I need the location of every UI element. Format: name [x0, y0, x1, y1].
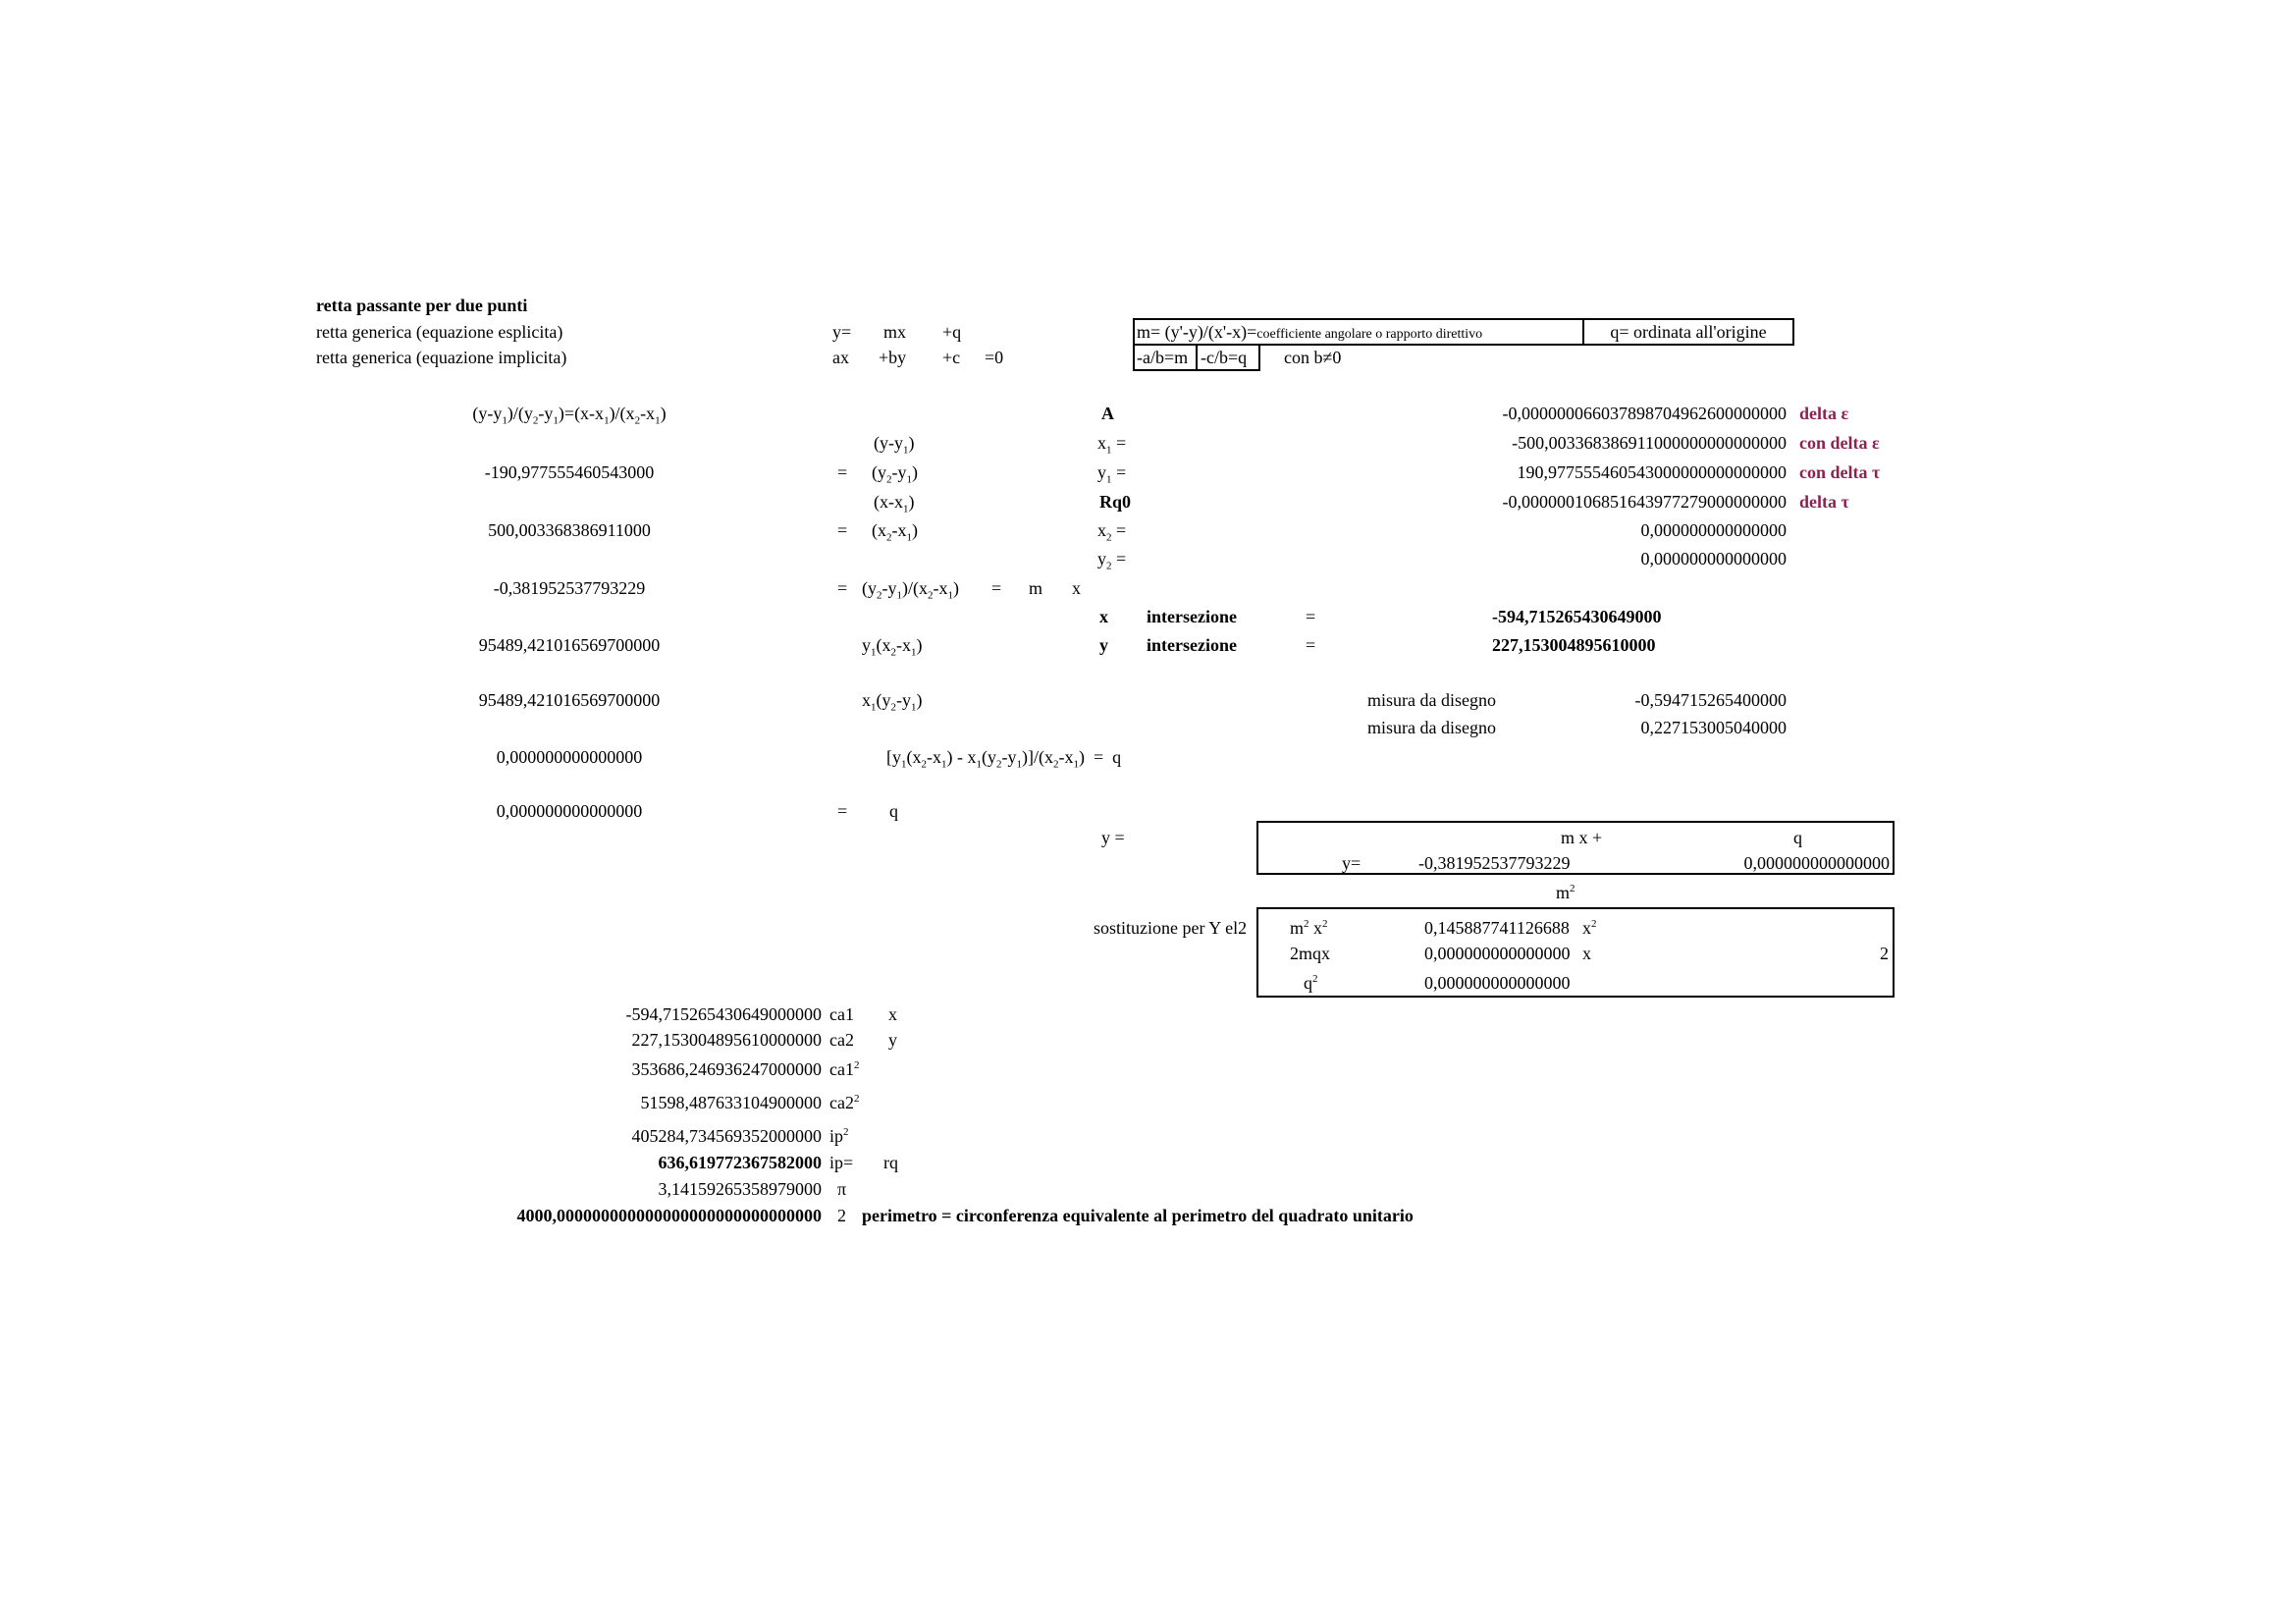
drawing-measure-label: misura da disegno [1367, 690, 1496, 710]
equals-sign: = [837, 520, 848, 540]
rq0-value: -0,000000106851643977279000000000 [1502, 492, 1787, 512]
x2-minus-x1: $(x_2-x_1)$ [872, 520, 918, 544]
2mqx-term: 2mqx [1290, 944, 1331, 963]
x1-value: -500,003368386911000000000000000 [1512, 433, 1787, 453]
equals-sign: = [991, 578, 1002, 598]
x2-label: $x_2$ = [1097, 520, 1127, 544]
explicit-q: +q [942, 322, 962, 342]
bottom-value: 4000,000000000000000000000000000000 [516, 1206, 822, 1225]
x-symbol: x [1072, 578, 1081, 598]
q-formula: $[y_1(x_2-x_1) - x_1(y_2-y_1)]/(x_2-x_1) = q$ [886, 747, 1122, 771]
equals-sign: = [837, 578, 848, 598]
substitution-box [1256, 907, 1895, 998]
implicit-ax: ax [832, 348, 849, 367]
m2x2-term: $m^2$ $x^2$ [1290, 918, 1328, 938]
q-header: q [1793, 828, 1802, 847]
q2-term: $q^2$ [1304, 973, 1318, 993]
q-value: 0,000000000000000 [1743, 853, 1890, 873]
x-label: x [1099, 607, 1108, 626]
rq-symbol: rq [883, 1153, 898, 1172]
bottom-value: 636,619772367582000 [658, 1153, 822, 1172]
y-minus-y1: $(y-y_1)$ [874, 433, 915, 457]
x2-value: 0,000000000000000 [1640, 520, 1787, 540]
equals-sign: = [837, 801, 848, 821]
equals-sign: = [1306, 635, 1316, 655]
y-label: y [1099, 635, 1108, 655]
ca2-label: ca2 [829, 1030, 854, 1050]
ca1-squared-label: $ca1^2$ [829, 1059, 860, 1079]
explicit-y: y= [832, 322, 852, 342]
intersection-label: intersezione [1147, 607, 1237, 626]
intersection-x-value: -594,715265430649000 [1492, 607, 1662, 626]
explicit-label: retta generica (equazione esplicita) [316, 322, 563, 342]
drawing-measure-y: 0,227153005040000 [1640, 718, 1787, 737]
neg-c-b: -c/b=q [1201, 348, 1248, 367]
equals-sign: = [837, 462, 848, 482]
a-value: -0,000000066037898704962600000000 [1502, 404, 1787, 423]
left-value: 95489,421016569700000 [478, 690, 661, 710]
implicit-by: +by [879, 348, 907, 367]
two-label: 2 [837, 1206, 846, 1225]
m2-value: 0,145887741126688 [1424, 918, 1570, 938]
neg-a-b: -a/b=m [1137, 348, 1189, 367]
m-squared: $m^2$ [1556, 883, 1575, 902]
left-value: 95489,421016569700000 [478, 635, 661, 655]
y1-term: $y_1(x_2-x_1)$ [862, 635, 923, 659]
con-delta-tau-label: con delta τ [1799, 462, 1881, 482]
implicit-label: retta generica (equazione implicita) [316, 348, 567, 367]
x-term: x [1582, 944, 1591, 963]
page-title: retta passante per due punti [316, 296, 528, 315]
a-label: A [1101, 404, 1114, 423]
explicit-mx: mx [883, 322, 907, 342]
m-symbol: m [1029, 578, 1043, 598]
ip-label: ip= [829, 1153, 854, 1172]
implicit-zero: =0 [985, 348, 1004, 367]
bottom-value: 51598,487633104900000 [640, 1093, 822, 1112]
delta-tau-label: delta τ [1799, 492, 1849, 512]
bottom-value: 3,14159265358979000 [658, 1179, 822, 1199]
left-value: -190,977555460543000 [484, 462, 655, 482]
bottom-value: 227,153004895610000000 [631, 1030, 822, 1050]
perimeter-note: perimetro = circonferenza equivalente al perimetro del quadrato unitario [862, 1206, 1414, 1225]
delta-epsilon-label: delta ε [1799, 404, 1849, 423]
m-definition: m= (y'-y)/(x'-x)=coefficiente angolare o rapporto direttivo [1137, 322, 1483, 342]
ca1-label: ca1 [829, 1004, 854, 1024]
q2-value: 0,000000000000000 [1424, 973, 1571, 993]
intersection-y-value: 227,153004895610000 [1492, 635, 1656, 655]
mx-plus: m x + [1561, 828, 1603, 847]
bottom-value: -594,715265430649000000 [625, 1004, 822, 1024]
left-value: 0,000000000000000 [496, 747, 643, 767]
drawing-measure-label: misura da disegno [1367, 718, 1496, 737]
x2-term: $x^2$ [1582, 918, 1597, 938]
q-symbol: q [889, 801, 898, 821]
y2-label: $y_2$ = [1097, 549, 1127, 572]
drawing-measure-x: -0,594715265400000 [1634, 690, 1787, 710]
left-value: 500,003368386911000 [488, 520, 651, 540]
left-value: -0,381952537793229 [493, 578, 646, 598]
x1-label: $x_1$ = [1097, 433, 1127, 457]
ip-squared-label: $ip^2$ [829, 1126, 849, 1146]
q-definition: q= ordinata all'origine [1610, 322, 1767, 342]
rq0-label: Rq0 [1099, 492, 1132, 512]
x-symbol: x [888, 1004, 897, 1024]
equals-sign: = [1306, 607, 1316, 626]
y2-minus-y1: $(y_2-y_1)$ [872, 462, 918, 486]
condition: con b≠0 [1284, 348, 1342, 367]
x1-term: $x_1(y_2-y_1)$ [862, 690, 923, 714]
2mq-value: 0,000000000000000 [1424, 944, 1571, 963]
implicit-c: +c [942, 348, 961, 367]
y-equals-2: y= [1342, 853, 1362, 873]
y-symbol: y [888, 1030, 897, 1050]
substitution-label: sostituzione per Y el2 [1094, 918, 1248, 938]
y-equals: y = [1101, 828, 1125, 847]
slope-ratio: $(y_2-y_1)/(x_2-x_1)$ [862, 578, 959, 602]
con-delta-epsilon-label: con delta ε [1799, 433, 1880, 453]
bottom-value: 353686,246936247000000 [631, 1059, 822, 1079]
y1-label: $y_1$ = [1097, 462, 1127, 486]
left-value: 0,000000000000000 [496, 801, 643, 821]
bottom-value: 405284,734569352000000 [631, 1126, 822, 1146]
x-minus-x1: $(x-x_1)$ [874, 492, 915, 515]
two-point-formula: $(y-y_1)/(y_2-y_1)=(x-x_1)/(x_2-x_1)$ [472, 404, 667, 427]
y2-value: 0,000000000000000 [1640, 549, 1787, 568]
y1-value: 190,977555460543000000000000000 [1517, 462, 1787, 482]
m-value: -0,381952537793229 [1418, 853, 1571, 873]
exponent-two: 2 [1880, 944, 1889, 963]
pi-label: π [837, 1179, 847, 1199]
intersection-label: intersezione [1147, 635, 1237, 655]
ca2-squared-label: $ca2^2$ [829, 1093, 860, 1112]
